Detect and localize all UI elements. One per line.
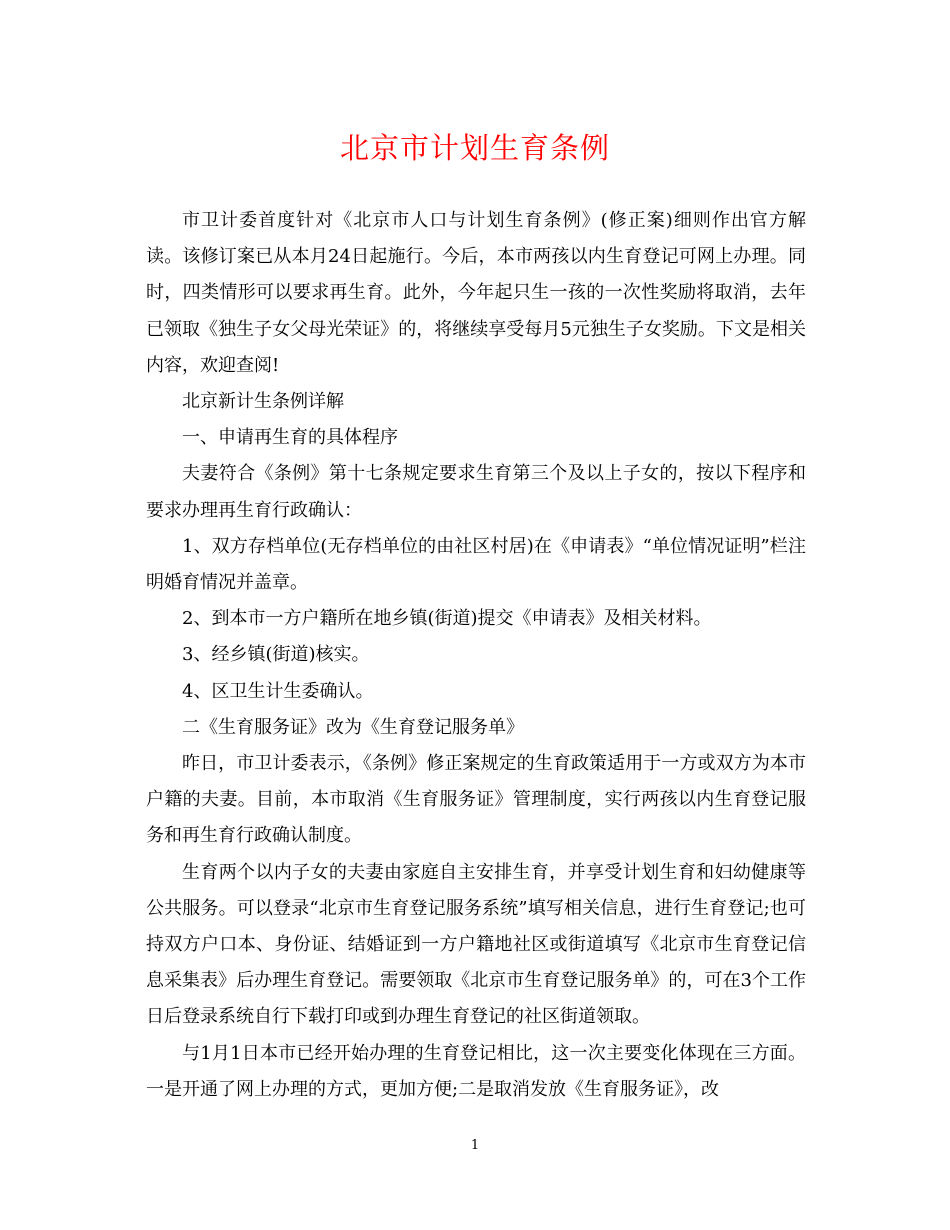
section-heading-2: 二《生育服务证》改为《生育登记服务单》 [182,716,524,738]
paragraph-intro: 市卫计委首度针对《北京市人口与计划生育条例》(修正案)细则作出官方解读。该修订案已从本月24日起施行。今后，本市两孩以内生育登记可网上办理。同时，四类情形可以要求再生育。此外，今年起只生一孩的一次性奖励将取消，去年已领取《独生子女父母光荣证》的，将继续享受每月5元独生子女奖励。下文是相关内容，欢迎查阅! [146,210,806,376]
paragraph-procedure-intro: 夫妻符合《条例》第十七条规定要求生育第三个及以上子女的，按以下程序和要求办理再生育行政确认： [146,463,806,521]
list-item-step-4: 4、区卫生计生委确认。 [182,680,374,702]
page-number: 1 [470,1138,480,1153]
paragraph-registration: 生育两个以内子女的夫妻由家庭自主安排生育，并享受计划生育和妇幼健康等公共服务。可以登录“北京市生育登记服务系统”填写相关信息，进行生育登记;也可持双方户口本、身份证、结婚证到一方户籍地社区或街道填写《北京市生育登记信息采集表》后办理生育登记。需要领取《北京市生育登记服务单》的，可在3个工作日后登录系统自行下载打印或到办理生育登记的社区街道领取。 [146,861,806,1028]
document-title: 北京市计划生育条例 [339,131,610,165]
list-item-step-3: 3、经乡镇(街道)核实。 [182,644,370,666]
paragraph-heading-details: 北京新计生条例详解 [182,391,344,413]
list-item-step-2: 2、到本市一方户籍所在地乡镇(街道)提交《申请表》及相关材料。 [182,608,712,630]
section-heading-1: 一、申请再生育的具体程序 [182,427,398,449]
paragraph-comparison: 与1月1日本市已经开始办理的生育登记相比，这一次主要变化体现在三方面。一是开通了网上办理的方式，更加方便;二是取消发放《生育服务证》，改 [146,1042,806,1100]
paragraph-policy-change: 昨日，市卫计委表示，《条例》修正案规定的生育政策适用于一方或双方为本市户籍的夫妻。目前，本市取消《生育服务证》管理制度，实行两孩以内生育登记服务和再生育行政确认制度。 [146,753,806,847]
document-body [146,203,806,1108]
list-item-step-1: 1、双方存档单位(无存档单位的由社区村居)在《申请表》“单位情况证明”栏注明婚育情况并盖章。 [146,535,806,594]
